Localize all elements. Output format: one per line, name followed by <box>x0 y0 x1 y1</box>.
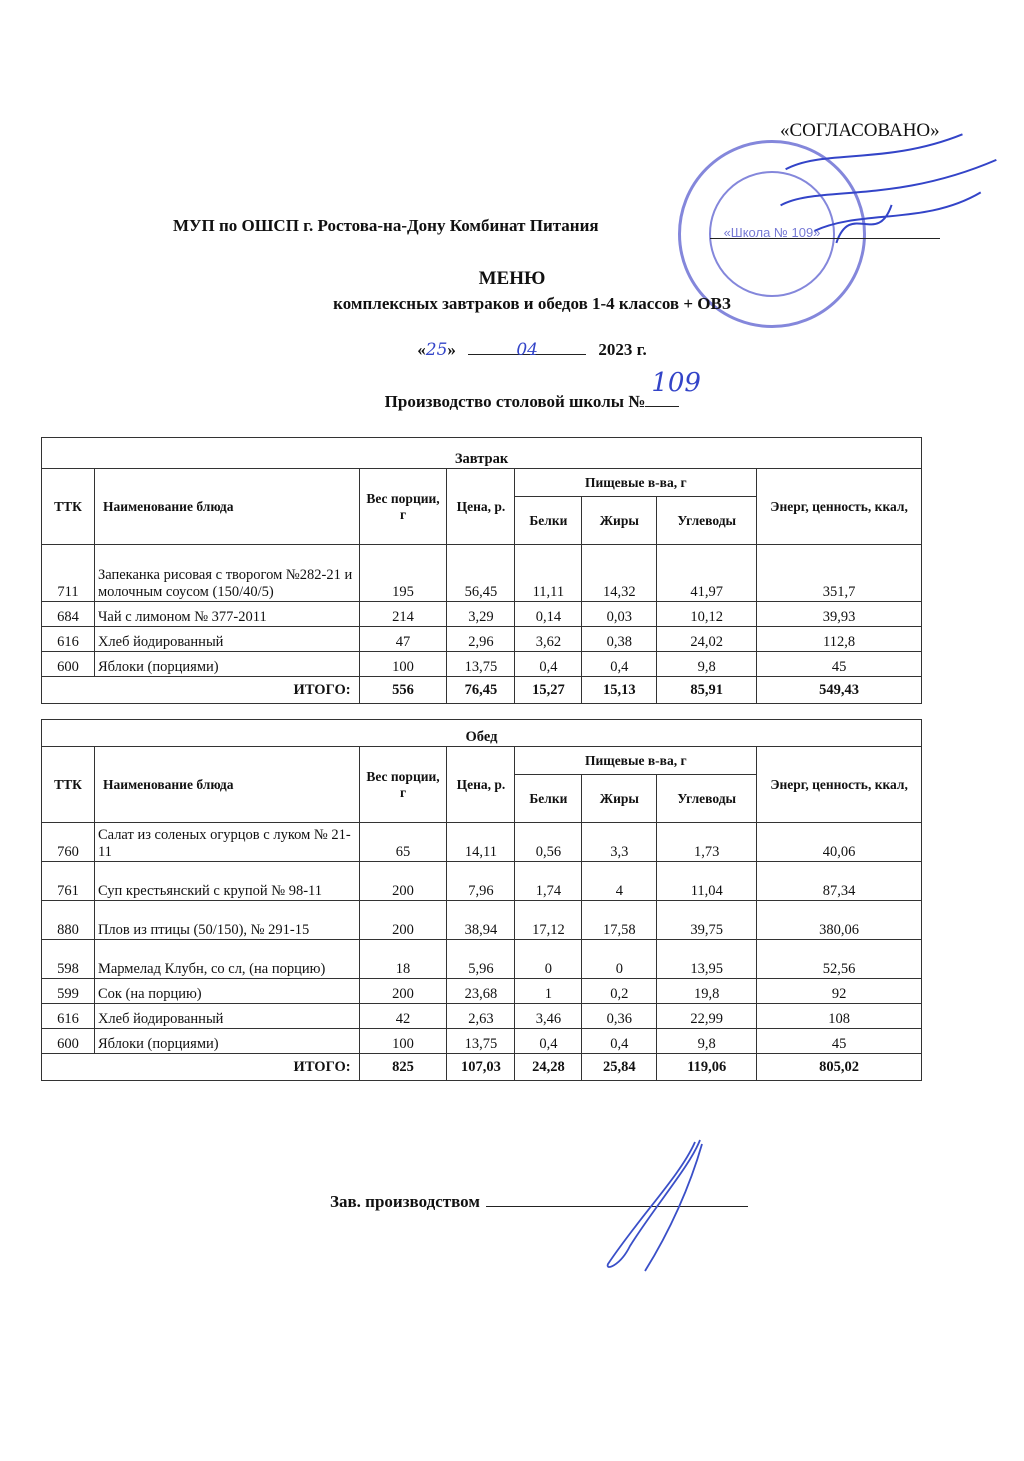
total-fat: 15,13 <box>582 677 657 704</box>
table-row <box>42 940 922 979</box>
col-carbs: Углеводы <box>657 497 757 545</box>
cell-weight: 47 <box>359 627 447 652</box>
total-carbs: 119,06 <box>657 1054 757 1081</box>
cell-fat: 0,38 <box>582 627 657 652</box>
col-protein: Белки <box>515 775 582 823</box>
col-energy: Энерг, ценность, ккал, <box>757 747 922 823</box>
cell-protein: 1,74 <box>515 862 582 901</box>
breakfast-total-row <box>42 677 922 704</box>
lunch-section-title: Обед <box>42 720 922 747</box>
total-protein: 24,28 <box>515 1054 582 1081</box>
cell-fat: 17,58 <box>582 901 657 940</box>
cell-protein: 1 <box>515 979 582 1004</box>
cell-price: 14,11 <box>447 823 515 862</box>
lunch-table <box>41 719 922 1081</box>
cell-weight: 100 <box>359 652 447 677</box>
table-row <box>42 862 922 901</box>
cell-name: Мармелад Клубн, со сл, (на порцию) <box>94 940 359 979</box>
date-month: 04 <box>516 340 538 360</box>
cell-fat: 0 <box>582 940 657 979</box>
total-price: 76,45 <box>447 677 515 704</box>
cell-energy: 39,93 <box>757 602 922 627</box>
table-row <box>42 823 922 862</box>
cell-energy: 45 <box>757 652 922 677</box>
organization-name: МУП по ОШСП г. Ростова-на-Дону Комбинат Питания <box>173 216 599 235</box>
cell-carbs: 39,75 <box>657 901 757 940</box>
cell-protein: 17,12 <box>515 901 582 940</box>
school-label: Производство столовой школы № <box>384 392 646 411</box>
cell-weight: 200 <box>359 862 447 901</box>
total-carbs: 85,91 <box>657 677 757 704</box>
cell-energy: 45 <box>757 1029 922 1054</box>
cell-name: Сок (на порцию) <box>94 979 359 1004</box>
cell-name: Чай с лимоном № 377-2011 <box>94 602 359 627</box>
cell-protein: 0,14 <box>515 602 582 627</box>
date-line <box>0 340 1024 360</box>
cell-fat: 3,3 <box>582 823 657 862</box>
cell-energy: 380,06 <box>757 901 922 940</box>
breakfast-section-title: Завтрак <box>42 438 922 469</box>
cell-weight: 214 <box>359 602 447 627</box>
cell-name: Запеканка рисовая с творогом №282-21 и молочным соусом (150/40/5) <box>94 545 359 602</box>
cell-energy: 52,56 <box>757 940 922 979</box>
cell-weight: 200 <box>359 901 447 940</box>
table-row <box>42 979 922 1004</box>
total-energy: 549,43 <box>757 677 922 704</box>
cell-name: Яблоки (порциями) <box>94 1029 359 1054</box>
col-weight: Вес порции, г <box>359 747 447 823</box>
breakfast-table <box>41 437 922 704</box>
cell-price: 3,29 <box>447 602 515 627</box>
cell-fat: 0,03 <box>582 602 657 627</box>
production-manager-signature <box>600 1136 710 1281</box>
col-energy: Энерг, ценность, ккал, <box>757 469 922 545</box>
production-manager-label: Зав. производством <box>330 1192 480 1211</box>
cell-carbs: 22,99 <box>657 1004 757 1029</box>
school-line <box>0 368 1024 412</box>
table-row <box>42 602 922 627</box>
cell-fat: 0,4 <box>582 1029 657 1054</box>
cell-protein: 3,62 <box>515 627 582 652</box>
date-close-quote: » <box>447 340 456 359</box>
cell-ttk: 761 <box>42 862 95 901</box>
school-number: 109 <box>651 368 701 398</box>
cell-energy: 351,7 <box>757 545 922 602</box>
cell-energy: 87,34 <box>757 862 922 901</box>
date-open-quote: « <box>417 340 426 359</box>
cell-price: 38,94 <box>447 901 515 940</box>
cell-carbs: 41,97 <box>657 545 757 602</box>
cell-protein: 0,4 <box>515 1029 582 1054</box>
cell-ttk: 880 <box>42 901 95 940</box>
cell-carbs: 19,8 <box>657 979 757 1004</box>
cell-weight: 65 <box>359 823 447 862</box>
col-price: Цена, р. <box>447 747 515 823</box>
total-label: ИТОГО: <box>42 1054 360 1081</box>
col-carbs: Углеводы <box>657 775 757 823</box>
cell-carbs: 1,73 <box>657 823 757 862</box>
cell-carbs: 11,04 <box>657 862 757 901</box>
cell-ttk: 598 <box>42 940 95 979</box>
cell-price: 2,63 <box>447 1004 515 1029</box>
document-subtitle: комплексных завтраков и обедов 1-4 классов + ОВЗ <box>333 294 731 313</box>
total-weight: 556 <box>359 677 447 704</box>
cell-fat: 14,32 <box>582 545 657 602</box>
col-nutrients: Пищевые в-ва, г <box>515 469 757 497</box>
cell-price: 23,68 <box>447 979 515 1004</box>
cell-protein: 0 <box>515 940 582 979</box>
cell-carbs: 9,8 <box>657 652 757 677</box>
total-fat: 25,84 <box>582 1054 657 1081</box>
cell-carbs: 24,02 <box>657 627 757 652</box>
cell-price: 13,75 <box>447 1029 515 1054</box>
table-row <box>42 1004 922 1029</box>
col-weight: Вес порции, г <box>359 469 447 545</box>
school-number-field <box>645 368 701 407</box>
cell-ttk: 599 <box>42 979 95 1004</box>
cell-ttk: 616 <box>42 1004 95 1029</box>
date-day: 25 <box>425 340 448 360</box>
cell-weight: 100 <box>359 1029 447 1054</box>
cell-ttk: 616 <box>42 627 95 652</box>
cell-name: Хлеб йодированный <box>94 627 359 652</box>
signature-icon <box>600 1136 710 1276</box>
cell-name: Салат из соленых огурцов с луком № 21-11 <box>94 823 359 862</box>
cell-weight: 42 <box>359 1004 447 1029</box>
cell-weight: 195 <box>359 545 447 602</box>
cell-name: Плов из птицы (50/150), № 291-15 <box>94 901 359 940</box>
cell-price: 7,96 <box>447 862 515 901</box>
table-row <box>42 652 922 677</box>
cell-carbs: 13,95 <box>657 940 757 979</box>
table-row <box>42 545 922 602</box>
total-energy: 805,02 <box>757 1054 922 1081</box>
cell-energy: 40,06 <box>757 823 922 862</box>
col-nutrients: Пищевые в-ва, г <box>515 747 757 775</box>
col-protein: Белки <box>515 497 582 545</box>
cell-fat: 4 <box>582 862 657 901</box>
total-price: 107,03 <box>447 1054 515 1081</box>
table-row <box>42 627 922 652</box>
cell-energy: 112,8 <box>757 627 922 652</box>
date-month-field <box>468 340 586 360</box>
cell-ttk: 760 <box>42 823 95 862</box>
date-year: 2023 г. <box>598 340 647 359</box>
cell-carbs: 9,8 <box>657 1029 757 1054</box>
cell-price: 2,96 <box>447 627 515 652</box>
cell-protein: 3,46 <box>515 1004 582 1029</box>
cell-weight: 18 <box>359 940 447 979</box>
stamp-text: «Школа № 109» <box>723 225 821 240</box>
cell-ttk: 684 <box>42 602 95 627</box>
cell-price: 5,96 <box>447 940 515 979</box>
total-protein: 15,27 <box>515 677 582 704</box>
cell-energy: 108 <box>757 1004 922 1029</box>
cell-ttk: 711 <box>42 545 95 602</box>
cell-ttk: 600 <box>42 652 95 677</box>
cell-name: Хлеб йодированный <box>94 1004 359 1029</box>
approved-label: «СОГЛАСОВАНО» <box>780 120 940 141</box>
document-title: МЕНЮ <box>478 268 546 289</box>
col-name: Наименование блюда <box>94 469 359 545</box>
cell-protein: 0,4 <box>515 652 582 677</box>
cell-price: 13,75 <box>447 652 515 677</box>
col-ttk: ТТК <box>42 469 95 545</box>
col-fat: Жиры <box>582 497 657 545</box>
cell-weight: 200 <box>359 979 447 1004</box>
table-row <box>42 901 922 940</box>
cell-fat: 0,2 <box>582 979 657 1004</box>
cell-name: Яблоки (порциями) <box>94 652 359 677</box>
cell-protein: 0,56 <box>515 823 582 862</box>
cell-fat: 0,4 <box>582 652 657 677</box>
col-price: Цена, р. <box>447 469 515 545</box>
col-fat: Жиры <box>582 775 657 823</box>
cell-fat: 0,36 <box>582 1004 657 1029</box>
cell-ttk: 600 <box>42 1029 95 1054</box>
cell-carbs: 10,12 <box>657 602 757 627</box>
cell-name: Суп крестьянский с крупой № 98-11 <box>94 862 359 901</box>
total-weight: 825 <box>359 1054 447 1081</box>
lunch-total-row <box>42 1054 922 1081</box>
cell-price: 56,45 <box>447 545 515 602</box>
cell-energy: 92 <box>757 979 922 1004</box>
col-name: Наименование блюда <box>94 747 359 823</box>
cell-protein: 11,11 <box>515 545 582 602</box>
organization-signature-line <box>710 238 940 239</box>
table-row <box>42 1029 922 1054</box>
col-ttk: ТТК <box>42 747 95 823</box>
total-label: ИТОГО: <box>42 677 360 704</box>
